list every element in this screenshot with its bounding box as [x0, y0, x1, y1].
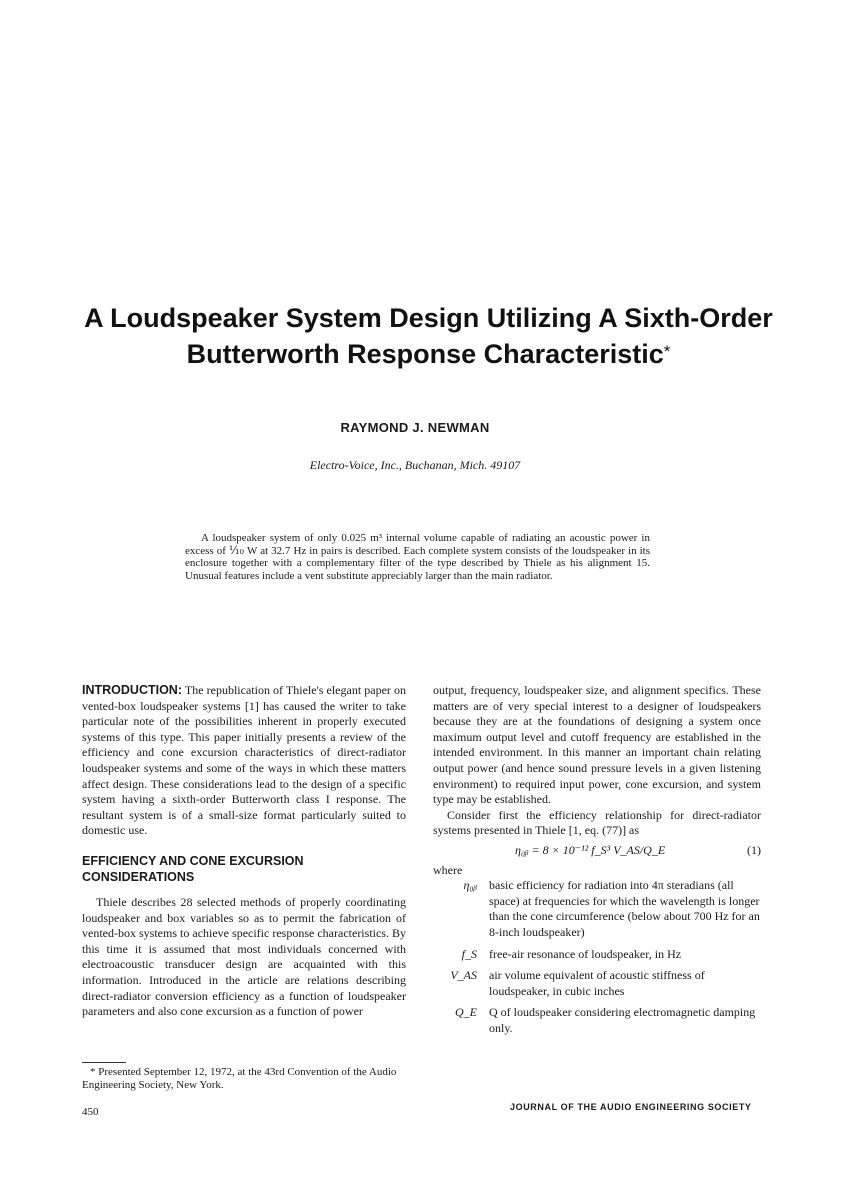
abstract-text: A loudspeaker system of only 0.025 m³ internal volume capable of radiating an acoustic power in excess of ⅒ W at 32.7 Hz in pairs is described. Each complete system consists of the loudspeaker in its enclosure together with a complementary filter of the type described by Thiele as his alignment 15. Unusual features include a vent substitute appreciably larger than the main radiator.	[185, 532, 650, 582]
left-column	[82, 683, 406, 1020]
definition-text: basic efficiency for radiation into 4π steradians (all space) at frequencies for which the wavelength is longer than the cone circumference (below about 700 Hz for an 8-inch loudspeaker)	[489, 878, 760, 939]
section-heading: EFFICIENCY AND CONE EXCURSION CONSIDERATIONS	[82, 853, 304, 884]
page-number: 450	[82, 1106, 99, 1118]
right-column	[433, 683, 761, 1042]
equation-number: (1)	[747, 842, 761, 857]
title-line-2: Butterworth Response Characteristic	[186, 339, 664, 369]
definition-symbol: f_S	[461, 946, 477, 961]
right-paragraph-1: output, frequency, loudspeaker size, and alignment specifics. These matters are of very special interest to a designer of loudspeakers because they are at the foundations of designing a system once maximum output level and cutoff frequency are established in the intended environment. In this manner an important chain relating output power (and hence sound pressure levels in a given listening environment) to required input power, cone excursion, and system type may be established.	[433, 683, 761, 807]
definition-row	[433, 878, 761, 940]
title-line-1: A Loudspeaker System Design Utilizing A Sixth-Order	[84, 303, 773, 333]
author-affiliation: Electro-Voice, Inc., Buchanan, Mich. 49107	[309, 458, 521, 472]
introduction-text: The republication of Thiele's elegant paper on vented-box loudspeaker systems [1] has caused the writer to take particular note of the possibilities inherent in properly executed systems of this type. This paper initially presents a review of the efficiency and cone excursion characteristics of direct-radiator loudspeaker systems and some of the ways in which these matters affect design. These considerations lead to the design of a specific system having a sixth-order Butterworth class I response. The resultant system is of a small-size format particularly suited to domestic use.	[82, 683, 406, 838]
definition-row	[433, 947, 761, 963]
definition-text: free-air resonance of loudspeaker, in Hz	[489, 946, 682, 961]
footnote-rule	[82, 1062, 126, 1063]
right-paragraph-2: Consider first the efficiency relationship for direct-radiator systems presented in Thiele [1, eq. (77)] as	[433, 807, 761, 838]
definition-symbol: η₀ᵦ	[463, 878, 477, 893]
definition-text: Q of loudspeaker considering electromagnetic damping only.	[489, 1005, 756, 1035]
abstract	[185, 532, 650, 582]
title-line-2-wrap	[0, 336, 857, 372]
definition-row	[433, 1005, 761, 1036]
footnote	[82, 1066, 412, 1092]
definition-row	[433, 968, 761, 999]
definition-symbol: V_AS	[450, 968, 477, 983]
section-paragraph: Thiele describes 28 selected methods of properly coordinating loudspeaker and box variables so as to permit the fabrication of vented-box systems to achieve specific response characteristics. By this time it is assumed that most individuals concerned with electroacoustic transducer design are acquainted with this information. Introduced in the article are relations describing direct-radiator conversion efficiency as a function of loudspeaker parameters and also cone excursion as a function of power	[82, 894, 406, 1019]
definition-list	[433, 878, 761, 1036]
definition-symbol: Q_E	[455, 1005, 477, 1020]
introduction-paragraph	[82, 683, 406, 839]
equation-1	[433, 843, 761, 859]
journal-name: JOURNAL OF THE AUDIO ENGINEERING SOCIETY	[510, 1102, 752, 1112]
where-label: where	[433, 862, 463, 877]
author-name: RAYMOND J. NEWMAN	[340, 420, 490, 435]
footnote-text: * Presented September 12, 1972, at the 43rd Convention of the Audio Engineering Society, New York.	[82, 1066, 397, 1091]
title-footnote-mark: *	[663, 342, 671, 361]
equation-body: η₀ᵦ = 8 × 10⁻¹² f_S³ V_AS/Q_E	[515, 842, 666, 857]
paper-title	[0, 300, 857, 372]
introduction-heading: INTRODUCTION:	[82, 683, 182, 697]
definition-text: air volume equivalent of acoustic stiffness of loudspeaker, in cubic inches	[489, 968, 705, 998]
